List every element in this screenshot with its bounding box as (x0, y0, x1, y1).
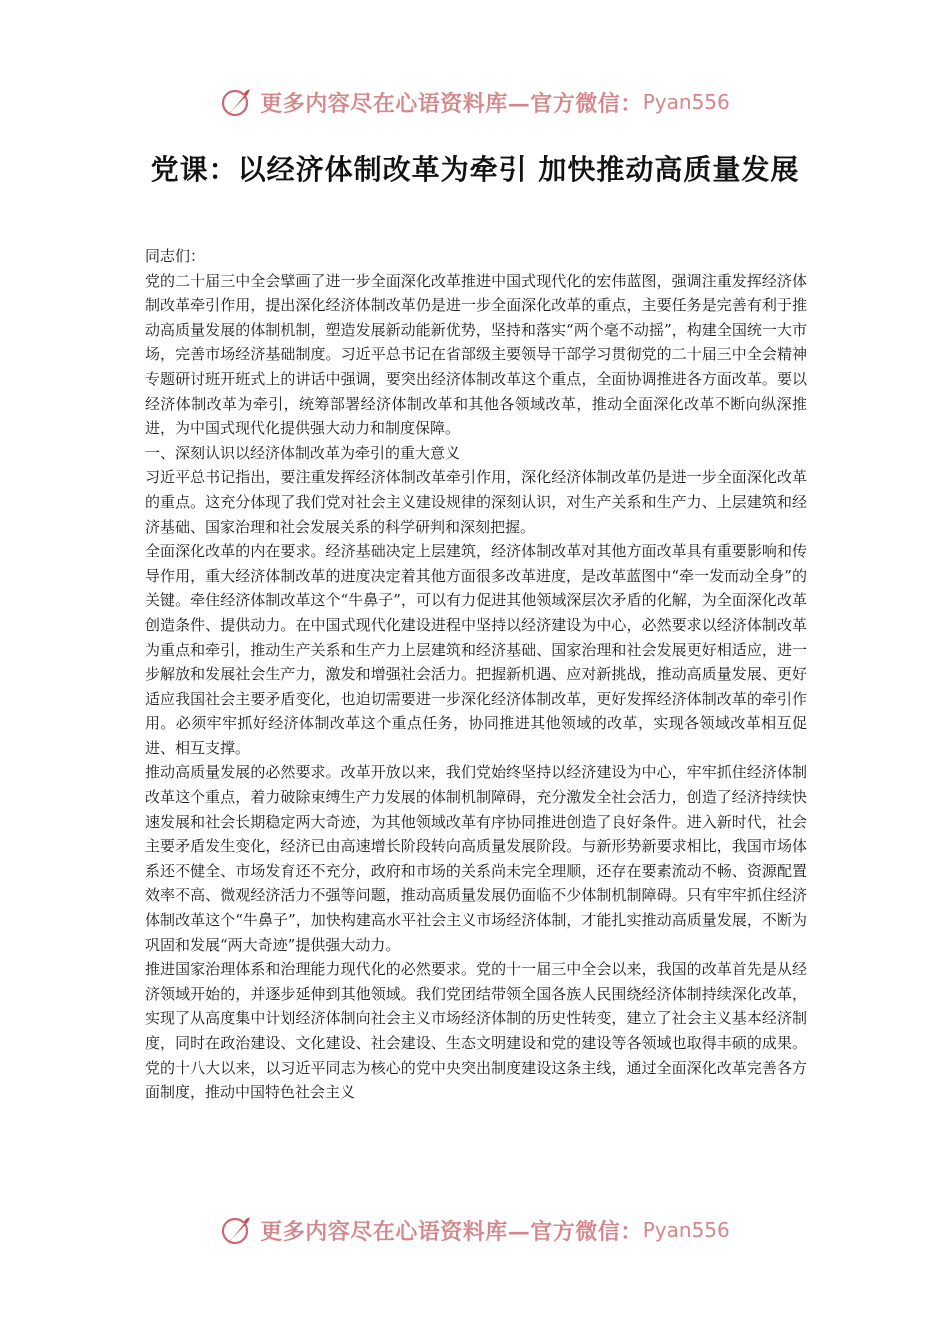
document-title: 党课：以经济体制改革为牵引 加快推动高质量发展 (150, 153, 800, 186)
document-body (145, 244, 807, 1105)
watermark-wechat-id: Pyan556 (642, 1218, 730, 1242)
paragraph: 党的二十届三中全会擘画了进一步全面深化改革推进中国式现代化的宏伟蓝图，强调注重发挥经济体制改革牵引作用，提出深化经济体制改革仍是进一步全面深化改革的重点，主要任务是完善有利于推动高质量发展的体制机制，塑造发展新动能新优势，坚持和落实“两个毫不动摇”，构建全国统一大市场，完善市场经济基础制度。习近平总书记在省部级主要领导干部学习贯彻党的二十届三中全会精神专题研讨班开班式上的讲话中强调，要突出经济体制改革这个重点，全面协调推进各方面改革。要以经济体制改革为牵引，统筹部署经济体制改革和其他各领域改革，推动全面深化改革不断向纵深推进，为中国式现代化提供强大动力和制度保障。 (145, 271, 807, 438)
paragraph: 习近平总书记指出，要注重发挥经济体制改革牵引作用，深化经济体制改革仍是进一步全面深化改革的重点。这充分体现了我们党对社会主义建设规律的深刻认识，对生产关系和生产力、上层建筑和经济基础、国家治理和社会发展关系的科学研判和深刻把握。 (145, 468, 807, 536)
paragraph: 推进国家治理体系和治理能力现代化的必然要求。党的十一届三中全会以来，我国的改革首先是从经济领域开始的，并逐步延伸到其他领域。我们党团结带领全国各族人民围绕经济体制持续深化改革，实现了从高度集中计划经济体制向社会主义市场经济体制的历史性转变，建立了社会主义基本经济制度，同时在政治建设、文化建设、社会建设、生态文明建设和党的建设等各领域也取得丰硕的成果。党的十八大以来，以习近平同志为核心的党中央突出制度建设这条主线，通过全面深化改革完善各方面制度，推动中国特色社会主义 (145, 960, 807, 1102)
salutation: 同志们： (145, 247, 206, 265)
pen-feather-logo-icon (220, 1213, 254, 1247)
watermark-wechat-id: Pyan556 (642, 90, 730, 114)
paragraph: 推动高质量发展的必然要求。改革开放以来，我们党始终坚持以经济建设为中心，牢牢抓住经济体制改革这个重点，着力破除束缚生产力发展的体制机制障碍，充分激发全社会活力，创造了经济持续快速发展和社会长期稳定两大奇迹，为其他领域改革有序协同推进创造了良好条件。进入新时代，社会主要矛盾发生变化，经济已由高速增长阶段转向高质量发展阶段。与新形势新要求相比，我国市场体系还不健全、市场发育还不充分，政府和市场的关系尚未完全理顺，还存在要素流动不畅、资源配置效率不高、微观经济活力不强等问题，推动高质量发展仍面临不少体制机制障碍。只有牢牢抓住经济体制改革这个“牛鼻子”，加快构建高水平社会主义市场经济体制，才能扎实推动高质量发展，不断为巩固和发展“两大奇迹”提供强大动力。 (145, 763, 807, 954)
watermark-banner-bottom (0, 1210, 950, 1250)
section-heading: 一、深刻认识以经济体制改革为牵引的重大意义 (145, 443, 461, 462)
pen-feather-logo-icon (220, 85, 254, 119)
paragraph: 全面深化改革的内在要求。经济基础决定上层建筑，经济体制改革对其他方面改革具有重要影响和传导作用，重大经济体制改革的进度决定着其他方面很多改革进度，是改革蓝图中“牵一发而动全身”的关键。牵住经济体制改革这个“牛鼻子”，可以有力促进其他领域深层次矛盾的化解，为全面深化改革创造条件、提供动力。在中国式现代化建设进程中坚持以经济建设为中心，必然要求以经济体制改革为重点和牵引，推动生产关系和生产力上层建筑和经济基础、国家治理和社会发展更好相适应，进一步解放和发展社会生产力，激发和增强社会活力。把握新机遇、应对新挑战，推动高质量发展、更好适应我国社会主要矛盾变化，也迫切需要进一步深化经济体制改革，更好发挥经济体制改革的牵引作用。必须牢牢抓好经济体制改革这个重点任务，协同推进其他领域的改革，实现各领域改革相互促进、相互支撑。 (145, 542, 807, 757)
watermark-text: 更多内容尽在心语资料库—官方微信： (260, 1218, 643, 1245)
watermark-text: 更多内容尽在心语资料库—官方微信： (260, 90, 643, 117)
watermark-banner-top (0, 82, 950, 122)
